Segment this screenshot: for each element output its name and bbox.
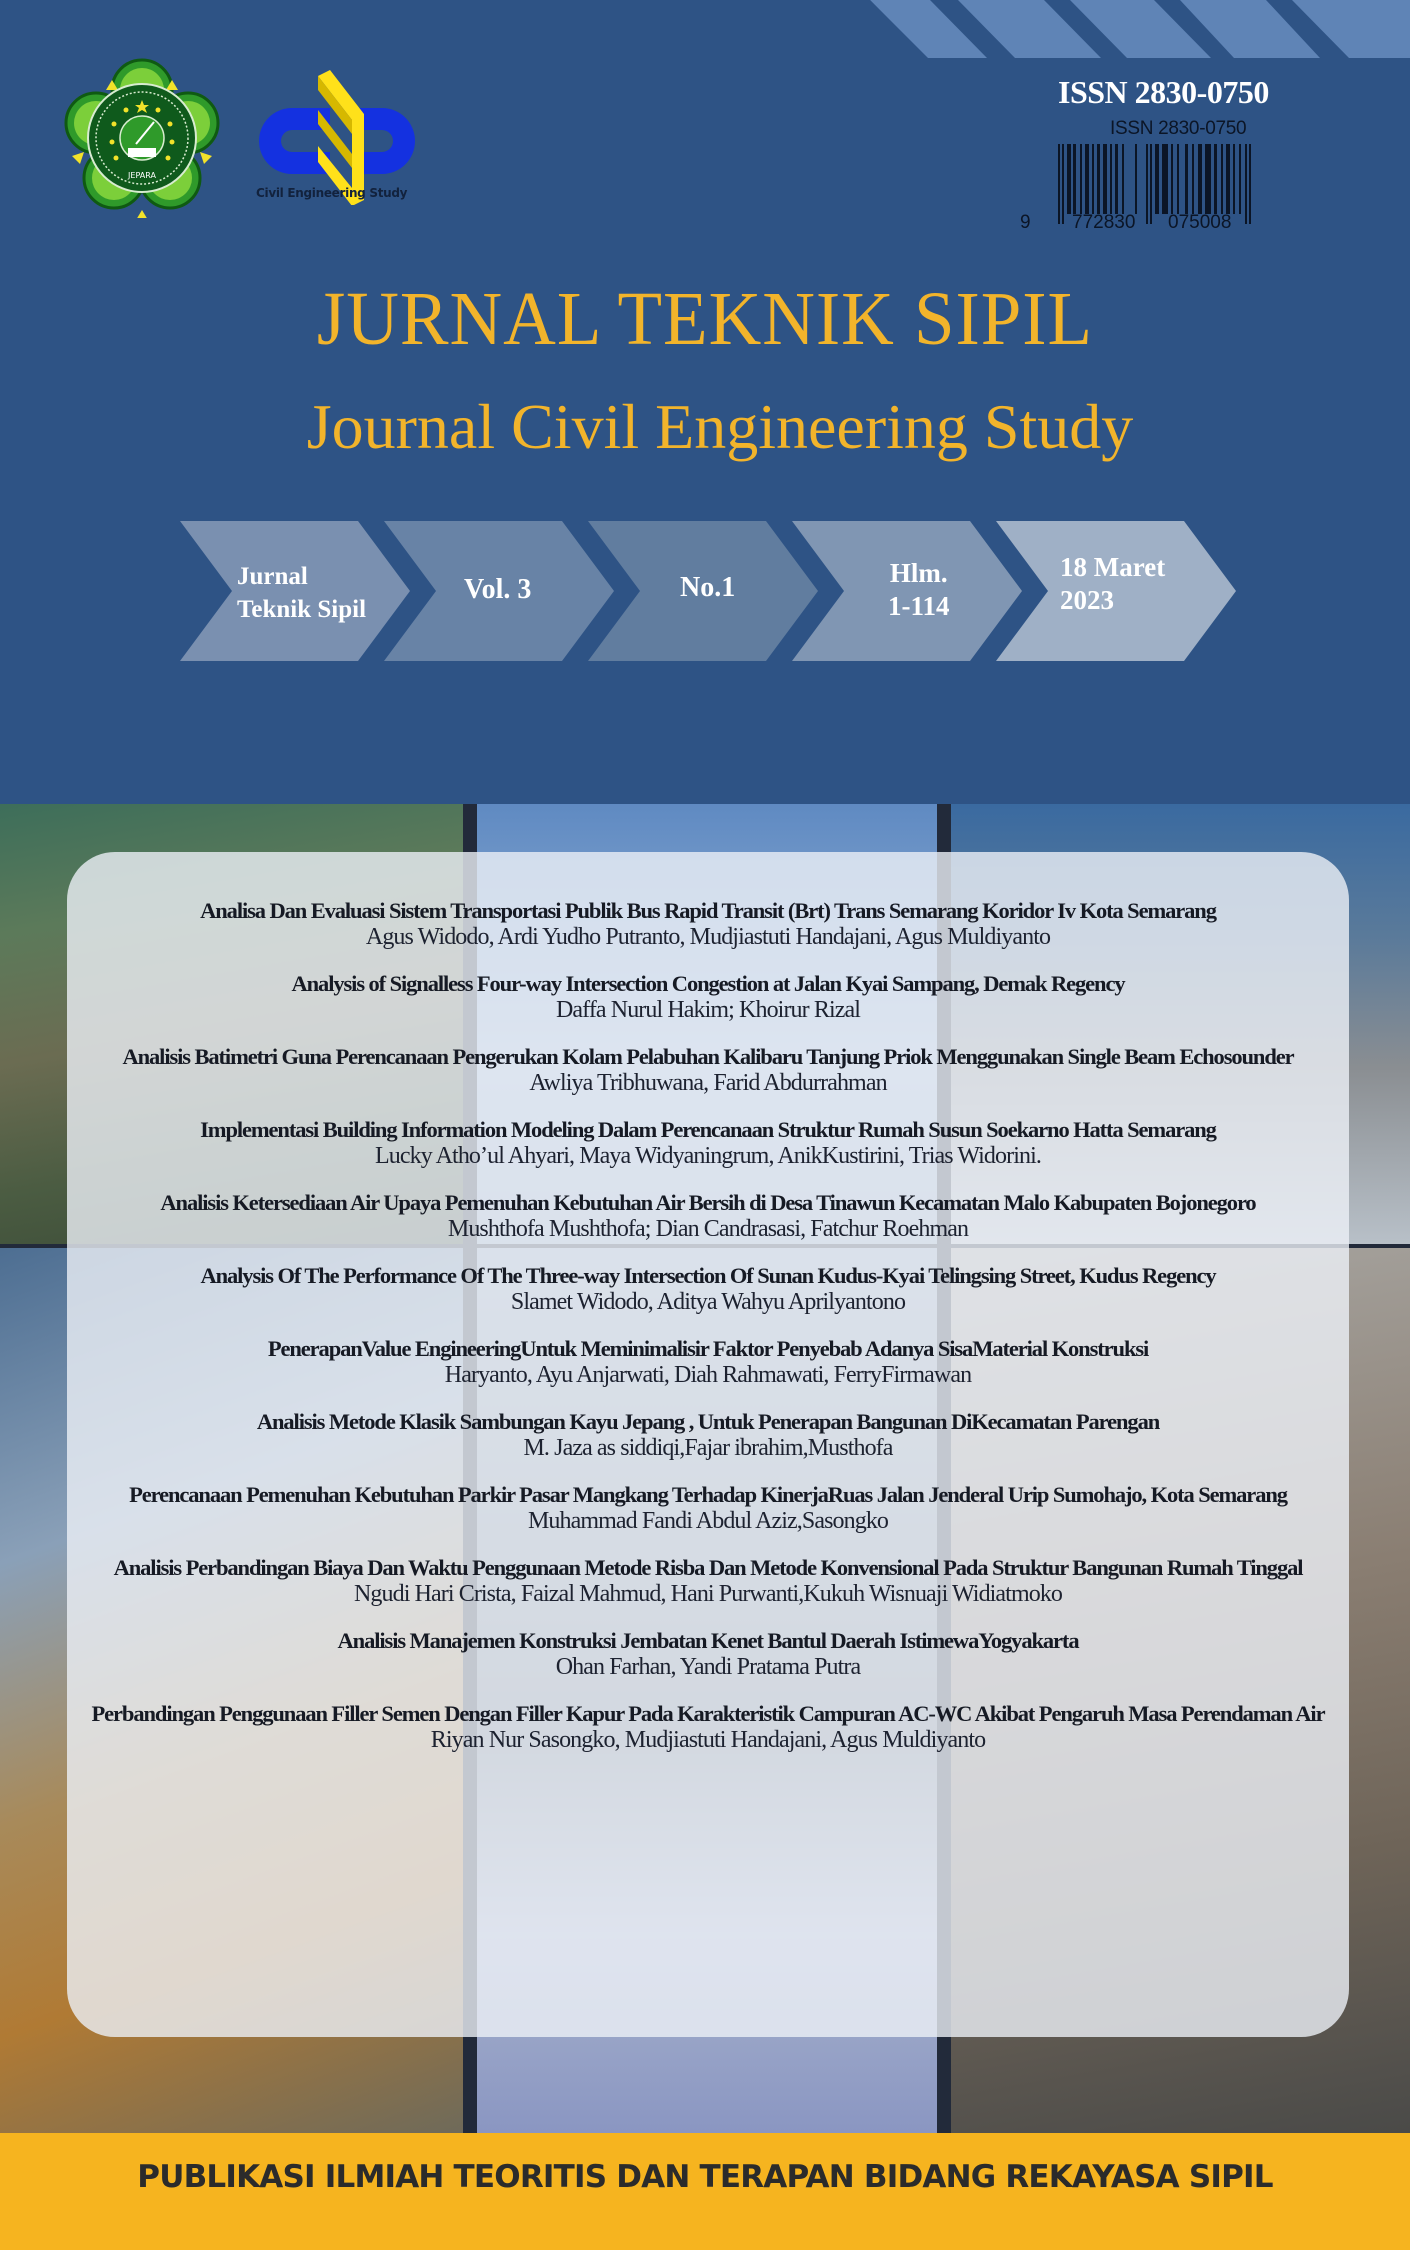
article-authors: Haryanto, Ayu Anjarwati, Diah Rahmawati, FerryFirmawan xyxy=(444,1362,972,1388)
article-authors: Ohan Farhan, Yandi Pratama Putra xyxy=(555,1654,861,1680)
info-pages: Hlm. 1-114 xyxy=(888,558,950,621)
article-title: Analisis Perbandingan Biaya Dan Waktu Penggunaan Metode Risba Dan Metode Konvensional Pada Struktur Bangunan Rumah Tinggal xyxy=(113,1555,1303,1580)
article-authors: Agus Widodo, Ardi Yudho Putranto, Mudjiastuti Handajani, Agus Muldiyanto xyxy=(365,924,1051,950)
article-title: Perbandingan Penggunaan Filler Semen Dengan Filler Kapur Pada Karakteristik Campuran AC-WC Akibat Pengaruh Masa Perendaman Air xyxy=(91,1701,1325,1726)
journal-title: JURNAL TEKNIK SIPIL xyxy=(316,277,1094,361)
info-journal: Jurnal Teknik Sipil xyxy=(237,563,367,623)
article-item[interactable] xyxy=(70,1482,1346,1534)
article-title: Analysis Of The Performance Of The Three-way Intersection Of Sunan Kudus-Kyai Telingsing Street, Kudus Regency xyxy=(200,1263,1216,1288)
article-title: Analisis Metode Klasik Sambungan Kayu Jepang , Untuk Penerapan Bangunan DiKecamatan Parengan xyxy=(256,1409,1160,1434)
article-authors: M. Jaza as siddiqi,Fajar ibrahim,Musthofa xyxy=(523,1435,893,1461)
article-item[interactable] xyxy=(70,1190,1346,1242)
article-item[interactable] xyxy=(70,1628,1346,1680)
article-authors: Slamet Widodo, Aditya Wahyu Aprilyantono xyxy=(510,1289,906,1315)
barcode-digits-right: 075008 xyxy=(1168,212,1232,233)
article-authors: Daffa Nurul Hakim; Khoirur Rizal xyxy=(555,997,860,1023)
info-number: No.1 xyxy=(680,572,736,603)
article-title: Analysis of Signalless Four-way Intersection Congestion at Jalan Kyai Sampang, Demak Regency xyxy=(291,971,1125,996)
decorative-stripes xyxy=(0,0,1410,58)
university-seal-logo xyxy=(64,58,220,218)
issue-info-bar xyxy=(178,521,1238,661)
article-item[interactable] xyxy=(70,898,1346,950)
barcode-digit-lead: 9 xyxy=(1020,212,1031,233)
article-title: Implementasi Building Information Modeling Dalam Perencanaan Struktur Rumah Susun Soekarno Hatta Semarang xyxy=(200,1117,1216,1142)
article-item[interactable] xyxy=(70,1263,1346,1315)
article-list xyxy=(70,898,1346,1774)
article-title: Analisis Ketersediaan Air Upaya Pemenuhan Kebutuhan Air Bersih di Desa Tinawun Kecamatan Malo Kabupaten Bojonegoro xyxy=(160,1190,1256,1215)
article-item[interactable] xyxy=(70,1044,1346,1096)
article-item[interactable] xyxy=(70,971,1346,1023)
info-date: 18 Maret 2023 xyxy=(1060,552,1166,615)
footer-tagline: PUBLIKASI ILMIAH TEORITIS DAN TERAPAN BIDANG REKAYASA SIPIL xyxy=(137,2159,1273,2195)
article-item[interactable] xyxy=(70,1117,1346,1169)
article-title: Analisis Manajemen Konstruksi Jembatan Kenet Bantul Daerah IstimewaYogyakarta xyxy=(337,1628,1079,1653)
article-title: Perencanaan Pemenuhan Kebutuhan Parkir Pasar Mangkang Terhadap KinerjaRuas Jalan Jenderal Urip Sumohajo, Kota Semarang xyxy=(129,1482,1287,1507)
article-authors: Mushthofa Mushthofa; Dian Candrasasi, Fatchur Roehman xyxy=(447,1216,969,1242)
ces-logo xyxy=(252,70,417,205)
info-volume: Vol. 3 xyxy=(464,574,532,605)
article-authors: Awliya Tribhuwana, Farid Abdurrahman xyxy=(529,1070,887,1096)
cover-header xyxy=(0,0,1410,805)
article-title: Analisis Batimetri Guna Perencanaan Pengerukan Kolam Pelabuhan Kalibaru Tanjung Priok Menggunakan Single Beam Echosounder xyxy=(122,1044,1294,1069)
issn-barcode xyxy=(1020,118,1320,243)
article-authors: Lucky Atho’ul Ahyari, Maya Widyaningrum, AnikKustirini, Trias Widorini. xyxy=(375,1143,1041,1169)
article-item[interactable] xyxy=(70,1701,1346,1753)
article-title: PenerapanValue EngineeringUntuk Meminimalisir Faktor Penyebab Adanya SisaMaterial Konstruksi xyxy=(267,1336,1149,1361)
barcode-label: ISSN 2830-0750 xyxy=(1110,118,1247,139)
svg-text:JEPARA: JEPARA xyxy=(128,171,156,180)
article-title: Analisa Dan Evaluasi Sistem Transportasi Publik Bus Rapid Transit (Brt) Trans Semarang Koridor Iv Kota Semarang xyxy=(200,898,1216,923)
barcode-digits-left: 772830 xyxy=(1072,212,1136,233)
issn-number: ISSN 2830-0750 xyxy=(1058,74,1269,110)
journal-subtitle: Journal Civil Engineering Study xyxy=(306,391,1134,462)
article-authors: Riyan Nur Sasongko, Mudjiastuti Handajani, Agus Muldiyanto xyxy=(430,1727,986,1753)
article-authors: Ngudi Hari Crista, Faizal Mahmud, Hani Purwanti,Kukuh Wisnuaji Widiatmoko xyxy=(353,1581,1063,1607)
article-item[interactable] xyxy=(70,1555,1346,1607)
article-item[interactable] xyxy=(70,1409,1346,1461)
article-authors: Muhammad Fandi Abdul Aziz,Sasongko xyxy=(527,1508,889,1534)
ces-logo-caption: Civil Engineering Study xyxy=(256,186,408,200)
article-item[interactable] xyxy=(70,1336,1346,1388)
footer-banner xyxy=(0,2133,1410,2250)
